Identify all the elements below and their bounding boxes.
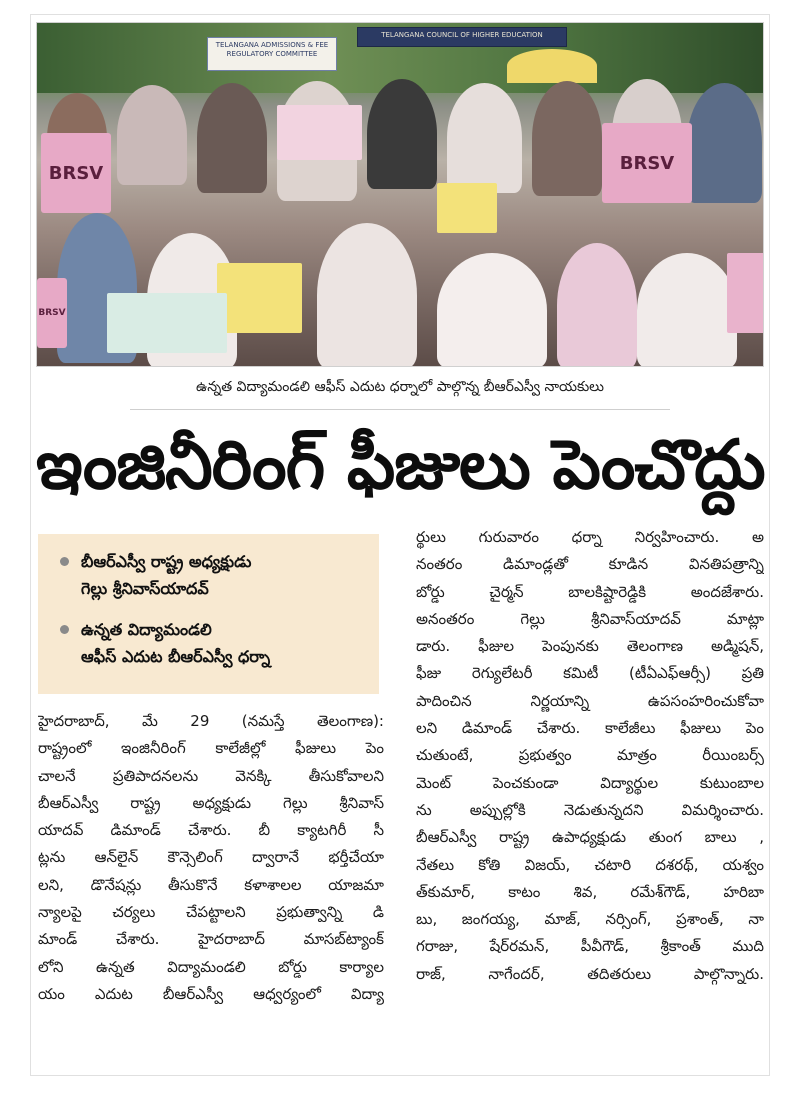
- protester: [317, 223, 417, 367]
- article-line: బీఆర్ఎస్వీ రాష్ట్ర అధ్యక్షుడు గెల్లు శ్రీనివాస్: [38, 793, 384, 812]
- highlight-item: [60, 548, 365, 602]
- protester: [197, 83, 267, 193]
- article-line: రాజ్, నాగేందర్, తదితరులు పాల్గొన్నారు.: [416, 964, 764, 983]
- brsv-banner: BRSV: [37, 278, 67, 348]
- highlight-line: ఆఫీస్ ఎదుట బీఆర్ఎస్వీ ధర్నా: [81, 647, 271, 666]
- protester: [637, 253, 737, 367]
- article-column-right: [416, 524, 764, 988]
- highlight-line: బీఆర్ఎస్వీ రాష్ట్ర అధ్యక్షుడు: [81, 552, 252, 571]
- protest-placard: [107, 293, 227, 353]
- article-line: రాష్ట్రంలో ఇంజినీరింగ్ కాలేజీల్లో ఫీజులు పెం: [38, 739, 384, 758]
- protest-placard: [437, 183, 497, 233]
- article-line: లోని ఉన్నత విద్యామండలి బోర్డు కార్యాల: [38, 957, 384, 976]
- article-line: నేతలు కోతి విజయ్, చటారి దశరథ్, యశ్వం: [416, 855, 764, 874]
- bullet-icon: [60, 625, 69, 634]
- highlight-line: గెల్లు శ్రీనివాస్‌యాదవ్: [81, 579, 209, 598]
- article-line: లని డిమాండ్ చేశారు. కాలేజీలు ఫీజులు పెం: [416, 719, 764, 738]
- highlight-item: [60, 616, 365, 670]
- article-line: ట్లను ఆన్‌లైన్ కౌన్సెలింగ్ ద్వారానే భర్తీచేయా: [38, 848, 384, 867]
- article-line: చాలనే ప్రతిపాదనలను వెనక్కి తీసుకోవాలని: [38, 766, 384, 785]
- article-line: యాదవ్ డిమాండ్ చేశారు. బీ క్యాటగిరీ సీ: [38, 821, 384, 840]
- article-line: గరాజు, షేర్‌రమన్, పీవీగౌడ్, శ్రీకాంత్ ముది: [416, 937, 764, 956]
- article-line: ను అప్పుల్లోకి నెడుతున్నదని విమర్శించారు.: [416, 800, 764, 819]
- article-line: డారు. ఫీజుల పెంపునకు తెలంగాణ అడ్మిషన్,: [416, 637, 764, 656]
- article-line: త్‌కుమార్, కాటం శివ, రమేశ్‌గౌడ్, హరిబా: [416, 882, 764, 901]
- brsv-banner: BRSV: [602, 123, 692, 203]
- highlights-box: [38, 534, 379, 694]
- article-line: నంతరం డిమాండ్లతో కూడిన వినతిపత్రాన్ని: [416, 555, 764, 574]
- article-line: మెంట్ పెంచకుండా విద్యార్థుల కుటుంబాల: [416, 773, 764, 792]
- protest-placard: [727, 253, 764, 333]
- protester: [532, 81, 602, 196]
- council-sign: TELANGANA COUNCIL OF HIGHER EDUCATION: [357, 27, 567, 47]
- news-photo: [36, 22, 764, 367]
- article-line: హైదరాబాద్, మే 29 (నమస్తే తెలంగాణ):: [38, 712, 384, 730]
- article-line: బీఆర్ఎస్వీ రాష్ట్ర ఉపాధ్యక్షుడు తుంగ బాలు ,: [416, 828, 764, 847]
- protester: [117, 85, 187, 185]
- article-line: బు, జంగయ్య, మాజ్, నర్సింగ్, ప్రశాంత్, నా: [416, 910, 764, 929]
- article-line: లని, డొనేషన్లు తీసుకొనే కళాశాలల యాజమా: [38, 875, 384, 894]
- protester: [447, 83, 522, 193]
- protester: [557, 243, 637, 367]
- article-line: ర్థులు గురువారం ధర్నా నిర్వహించారు. అ: [416, 528, 764, 546]
- article-line: యం ఎదుట బీఆర్ఎస్వీ ఆధ్వర్యంలో విద్యా: [38, 984, 384, 1003]
- protest-placard: [277, 105, 362, 160]
- article-line: చుతుంటే, ప్రభుత్వం మాత్రం రీయింబర్స్: [416, 746, 764, 765]
- article-column-left: [38, 708, 384, 1008]
- committee-sign: TELANGANA ADMISSIONS & FEE REGULATORY COMMITTEE: [207, 37, 337, 71]
- protester: [437, 253, 547, 367]
- article-line: మాండ్ చేశారు. హైదరాబాద్ మాసబ్‌ట్యాంక్: [38, 930, 384, 949]
- article-line: ఫీజు రెగ్యులేటరీ కమిటీ (టీఏఎఫ్ఆర్సీ) ప్రతి: [416, 664, 764, 683]
- protester: [367, 79, 437, 189]
- article-line: పాదించిన నిర్ణయాన్ని ఉపసంహరించుకోవా: [416, 691, 764, 710]
- bullet-icon: [60, 557, 69, 566]
- headline: ఇంజినీరింగ్ ఫీజులు పెంచొద్దు: [36, 426, 765, 505]
- article-line: అనంతరం గెల్లు శ్రీనివాస్‌యాదవ్ మాట్లా: [416, 609, 764, 628]
- umbrella: [507, 49, 597, 83]
- protester: [687, 83, 762, 203]
- highlight-line: ఉన్నత విద్యామండలి: [81, 620, 212, 639]
- article-line: బోర్డు చైర్మన్ బాలకిష్టారెడ్డికి అందజేశారు.: [416, 582, 764, 601]
- article-line: న్యాలపై చర్యలు చేపట్టాలని ప్రభుత్వాన్ని డి: [38, 903, 384, 922]
- photo-caption: ఉన్నత విద్యామండలి ఆఫీస్ ఎదుట ధర్నాలో పాల్గొన్న బీఆర్ఎస్వీ నాయకులు: [196, 379, 604, 395]
- protest-placard: [217, 263, 302, 333]
- brsv-banner: BRSV: [41, 133, 111, 213]
- caption-divider: [130, 409, 670, 410]
